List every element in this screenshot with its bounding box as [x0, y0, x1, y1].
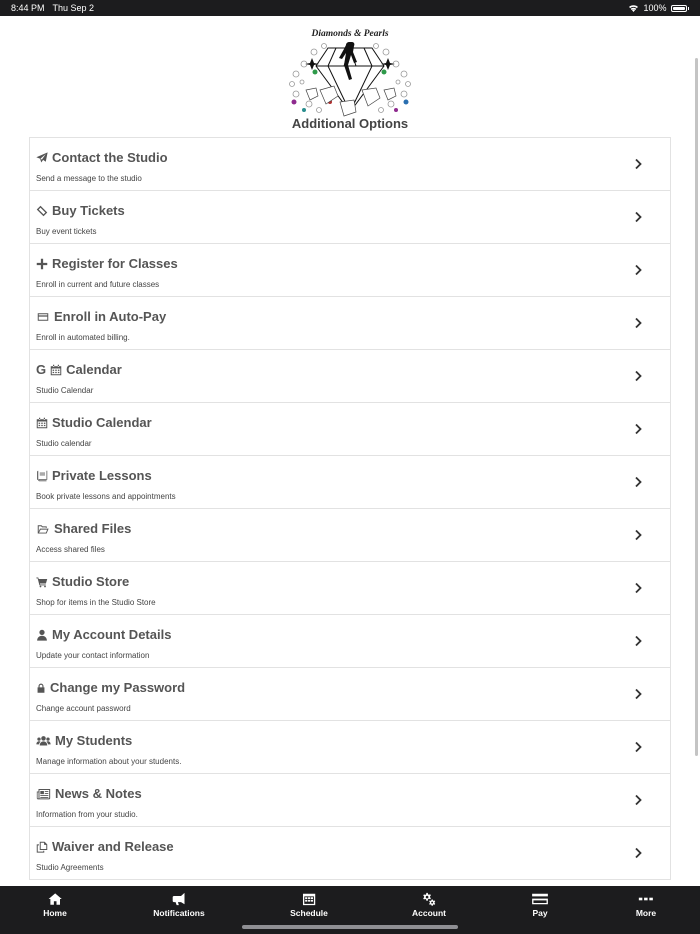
option-title: Waiver and Release [52, 839, 174, 854]
status-time: 8:44 PM [11, 3, 45, 13]
option-calendar[interactable] [29, 350, 671, 403]
tab-notifications[interactable] [153, 886, 204, 924]
plus-icon [36, 258, 48, 270]
tab-bar [0, 886, 700, 934]
status-date: Thu Sep 2 [52, 3, 95, 13]
chevron-right-icon [634, 582, 642, 594]
option-contact-studio[interactable] [29, 138, 671, 191]
battery-icon [671, 5, 687, 12]
option-title: Contact the Studio [52, 150, 168, 165]
option-subtitle: Manage information about your students. [36, 757, 182, 766]
users-icon [36, 735, 51, 747]
user-icon [36, 629, 48, 641]
tab-label: Notifications [153, 908, 205, 918]
calendar-icon [36, 417, 48, 429]
option-subtitle: Shop for items in the Studio Store [36, 598, 156, 607]
chevron-right-icon [634, 741, 642, 753]
gears-icon [422, 892, 436, 906]
scrollbar[interactable] [695, 58, 698, 756]
option-subtitle: Change account password [36, 704, 131, 713]
chevron-right-icon [634, 688, 642, 700]
chevron-right-icon [634, 423, 642, 435]
home-icon [48, 892, 62, 906]
option-title: Enroll in Auto-Pay [54, 309, 167, 324]
tab-label: Pay [532, 908, 548, 918]
option-title: Studio Calendar [52, 415, 152, 430]
ellipsis-icon [637, 892, 655, 906]
page-title: Additional Options [291, 116, 409, 131]
option-subtitle: Enroll in current and future classes [36, 280, 160, 289]
folder-open-icon [36, 523, 50, 535]
schedule-icon [302, 892, 316, 906]
tab-account[interactable] [412, 886, 446, 924]
chevron-right-icon [634, 317, 642, 329]
studio-logo [284, 24, 416, 120]
book-icon [36, 470, 48, 482]
ticket-icon [36, 205, 48, 217]
wifi-icon [628, 4, 639, 12]
option-title: Register for Classes [52, 256, 178, 271]
tab-schedule[interactable] [290, 886, 328, 924]
newspaper-icon [36, 788, 51, 800]
option-my-students[interactable] [29, 721, 671, 774]
google-icon: G [36, 362, 47, 377]
bullhorn-icon [172, 892, 186, 906]
option-subtitle: Book private lessons and appointments [36, 492, 176, 501]
chevron-right-icon [634, 158, 642, 170]
tab-label: Schedule [290, 908, 328, 918]
chevron-right-icon [634, 847, 642, 859]
tab-more[interactable] [636, 886, 656, 924]
chevron-right-icon [634, 476, 642, 488]
option-news-notes[interactable] [29, 774, 671, 827]
chevron-right-icon [634, 370, 642, 382]
option-subtitle: Enroll in automated billing. [36, 333, 130, 342]
status-bar [0, 0, 700, 16]
chevron-right-icon [634, 264, 642, 276]
option-studio-store[interactable] [29, 562, 671, 615]
option-subtitle: Update your contact information [36, 651, 150, 660]
logo-text: Diamonds & Pearls [311, 29, 389, 39]
option-subtitle: Information from your studio. [36, 810, 138, 819]
option-register-classes[interactable] [29, 244, 671, 297]
chevron-right-icon [634, 635, 642, 647]
option-title: Shared Files [54, 521, 132, 536]
tab-home[interactable] [43, 886, 67, 924]
battery-percent: 100% [643, 3, 667, 13]
option-subtitle: Access shared files [36, 545, 105, 554]
option-buy-tickets[interactable] [29, 191, 671, 244]
pay-card-icon [531, 892, 549, 906]
status-right [628, 3, 689, 13]
option-title: Buy Tickets [52, 203, 125, 218]
option-shared-files[interactable] [29, 509, 671, 562]
calendar-icon [50, 364, 62, 376]
option-waiver-release[interactable] [29, 827, 671, 880]
option-subtitle: Studio Calendar [36, 386, 94, 395]
option-studio-calendar[interactable] [29, 403, 671, 456]
option-title: My Account Details [52, 627, 172, 642]
battery-tip [688, 7, 690, 10]
option-title: Studio Store [52, 574, 130, 589]
option-subtitle: Buy event tickets [36, 227, 97, 236]
chevron-right-icon [634, 211, 642, 223]
options-list [29, 137, 671, 880]
tab-pay[interactable] [531, 886, 549, 924]
option-auto-pay[interactable] [29, 297, 671, 350]
option-title: News & Notes [55, 786, 142, 801]
credit-card-icon [36, 311, 50, 323]
option-title: Calendar [66, 362, 122, 377]
option-title: My Students [55, 733, 133, 748]
chevron-right-icon [634, 529, 642, 541]
paper-plane-icon [36, 152, 48, 164]
option-title: Private Lessons [52, 468, 152, 483]
chevron-right-icon [634, 794, 642, 806]
tab-label: Account [412, 908, 446, 918]
option-change-password[interactable] [29, 668, 671, 721]
option-subtitle: Send a message to the studio [36, 174, 142, 183]
shopping-cart-icon [36, 576, 48, 588]
tab-label: More [635, 908, 657, 918]
lock-icon [36, 682, 46, 694]
main-content[interactable] [0, 16, 700, 886]
option-private-lessons[interactable] [29, 456, 671, 509]
tab-label: Home [43, 908, 67, 918]
option-subtitle: Studio Agreements [36, 863, 104, 872]
option-subtitle: Studio calendar [36, 439, 92, 448]
option-title: Change my Password [50, 680, 186, 695]
home-indicator[interactable] [242, 925, 458, 929]
copy-icon [36, 841, 48, 853]
option-account-details[interactable] [29, 615, 671, 668]
